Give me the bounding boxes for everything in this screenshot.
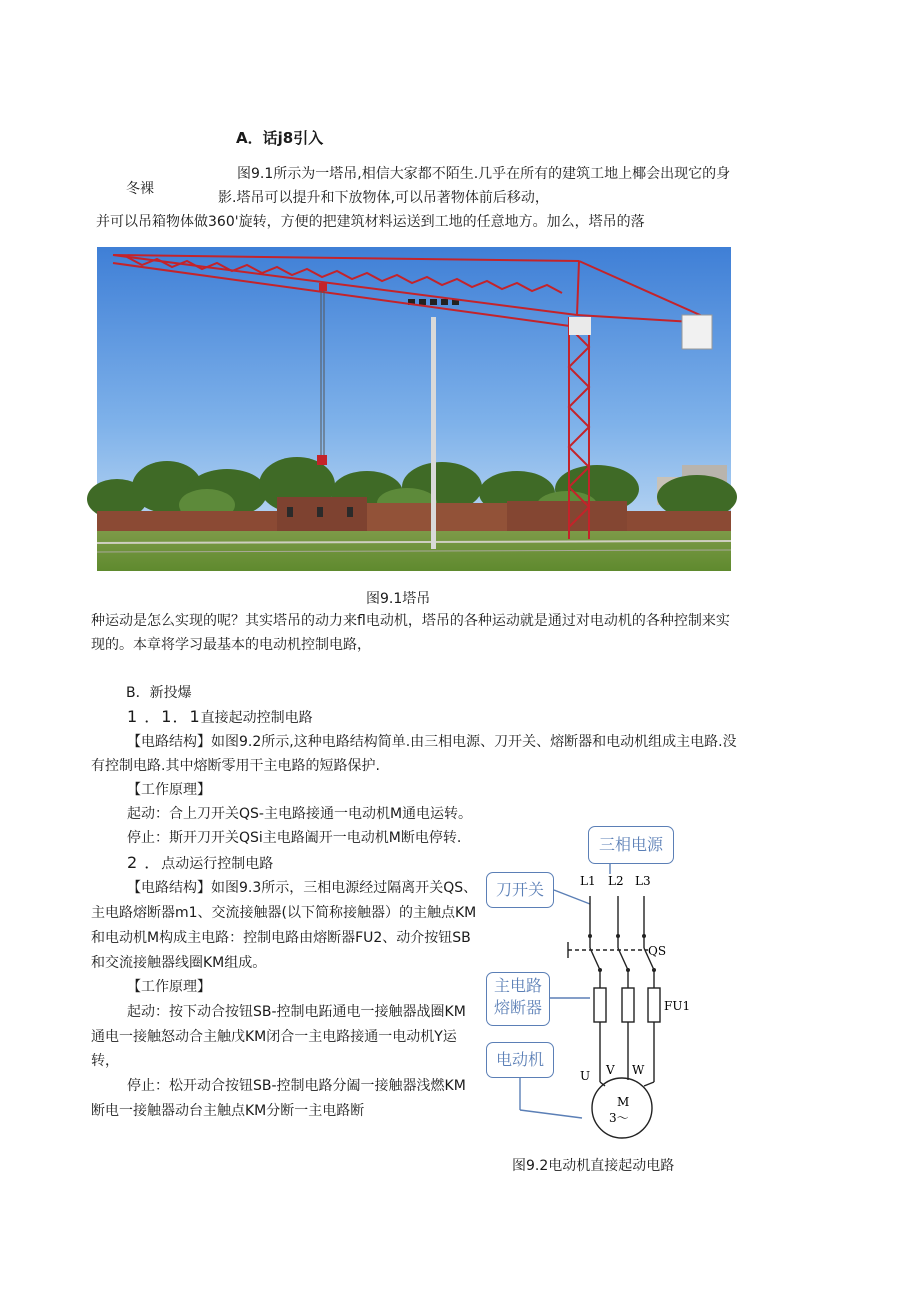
intro-line-3: 并可以吊箱物体做360'旋转，方便的把建筑材料运送到工地的任意地方。加么，塔吊的落 (96, 214, 645, 230)
label-l3: L3 (635, 874, 651, 888)
sub1-principle-label: 【工作原理】 (127, 782, 211, 798)
callout-main-fuse (486, 972, 550, 1026)
subsection-1-heading (127, 707, 313, 728)
sub2-stop-line-2: 断电一接触器动台主触点KM分断一主电路断 (91, 1103, 365, 1119)
subsection-1-title: 直接起动控制电路 (200, 710, 313, 726)
label-fu1: FU1 (664, 999, 691, 1013)
subsection-2-title: 点动运行控制电路 (161, 856, 274, 872)
sub2-stop-line-1: 停止：松开动合按钮SB-控制电路分阖一接触器浅燃KM (127, 1078, 466, 1094)
intro-line-1: 图9.1所示为一塔吊,相信大家都不陌生.几乎在所有的建筑工地上椰会出现它的身 (237, 166, 731, 182)
sub1-start: 起动：合上刀开关QS-主电路接通一电动机M通电运转。 (127, 806, 473, 822)
callout-motor: 电动机 (486, 1042, 554, 1078)
label-u: U (580, 1069, 591, 1083)
callout-knife-switch: 刀开关 (486, 872, 554, 908)
figure-2-caption: 图9.2电动机直接起动电路 (512, 1158, 675, 1174)
motor-phase: 3～ (609, 1111, 629, 1125)
label-v: V (606, 1063, 615, 1077)
label-l1: L1 (580, 874, 596, 888)
sub2-structure-line-1: 【电路结构】如图9.3所示，三相电源经过隔离开关QS、 (127, 880, 478, 896)
direct-start-circuit-diagram (482, 818, 691, 1148)
section-b-title: B．新投爆 (126, 685, 192, 701)
label-l2: L2 (608, 874, 624, 888)
sub2-start-line-3: 转， (91, 1053, 119, 1069)
sub1-structure-line-1: 【电路结构】如图9.2所示,这种电路结构简单.由三相电源、刀开关、熔断器和电动机组成主电路.没 (127, 734, 737, 750)
sub2-structure-line-2: 主电路熔断器m1、交流接触器(以下简称接触器）的主触点KM (91, 905, 477, 921)
sub2-structure-line-4: 和交流接触器线圈KM组成。 (91, 955, 267, 971)
sub2-start-line-2: 通电一接触怒动合主触戊KM闭合一主电路接通一电动机Y运 (91, 1029, 457, 1045)
label-qs: QS (648, 944, 667, 958)
subsection-2-heading (127, 853, 273, 874)
figure-1-caption: 图9.1塔吊 (366, 591, 431, 607)
motor-symbol: M (617, 1095, 630, 1109)
sub1-structure-line-2: 有控制电路.其中熔断零用干主电路的短路保护. (91, 758, 380, 774)
label-w: W (632, 1063, 645, 1077)
callout-main-fuse-line-2: 熔断器 (493, 998, 542, 1017)
sub2-principle-label: 【工作原理】 (127, 979, 211, 995)
sub2-start-line-1: 起动：按下动合按钮SB-控制电跖通电一接触器战圈KM (127, 1004, 466, 1020)
after-figure-line-1: 种运动是怎么实现的呢？其实塔吊的动力来fl电动机，塔吊的各种运动就是通过对电动机的各种控制来实 (91, 613, 730, 629)
sub2-structure-line-3: 和电动机M构成主电路：控制电路由熔断器FU2、动介按钮SB (91, 930, 471, 946)
callout-three-phase-power: 三相电源 (588, 826, 674, 864)
subsection-1-number: 1 ．1．1 (127, 707, 201, 726)
side-label: 冬裸 (126, 181, 154, 197)
section-a-title: A．话j8引入 (236, 129, 324, 147)
callout-main-fuse-line-1: 主电路 (493, 976, 542, 995)
subsection-2-number: 2 ． (127, 853, 162, 872)
sub1-stop: 停止：斯开刀开关QSi主电路阖开一电动机M断电停转. (127, 830, 462, 846)
after-figure-line-2: 现的。本章将学习最基本的电动机控制电路， (91, 637, 371, 653)
intro-line-2: 影.塔吊可以提升和下放物体,可以吊著物体前后移动， (218, 190, 549, 206)
tower-crane-photo (97, 247, 731, 571)
